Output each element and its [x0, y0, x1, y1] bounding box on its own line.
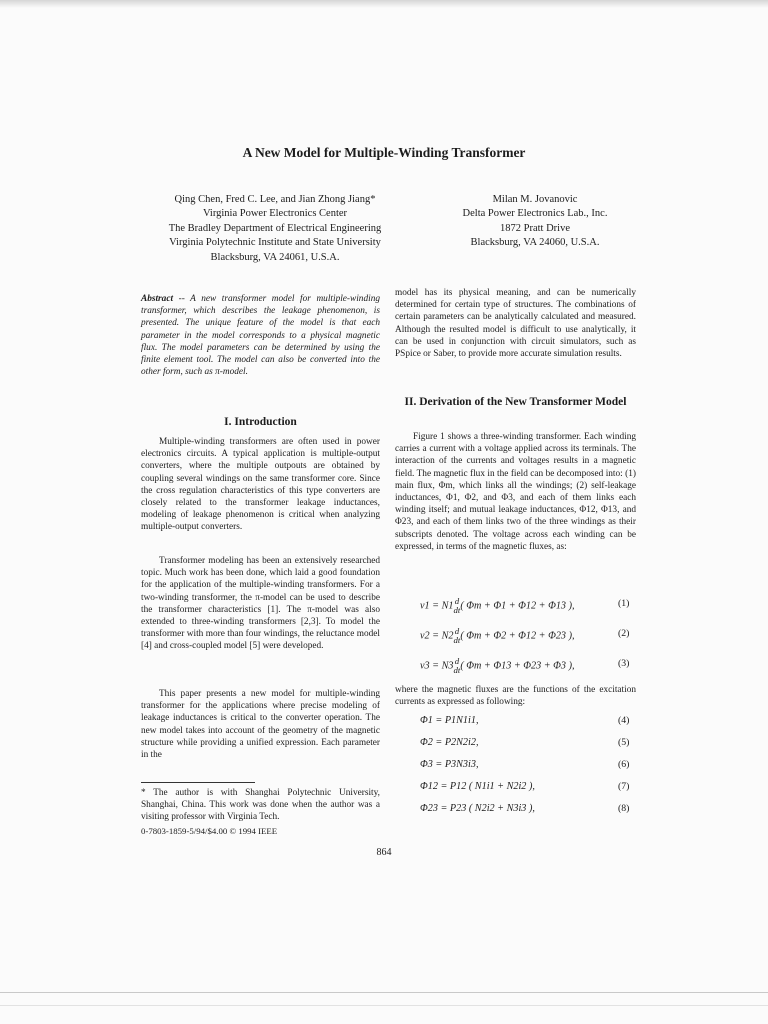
footnote-rule	[141, 782, 255, 783]
equation-8: Φ23 = P23 ( N2i2 + N3i3 ),	[420, 803, 535, 814]
section-heading-derivation: II. Derivation of the New Transformer Model	[404, 396, 627, 408]
abstract-continuation	[395, 287, 636, 360]
equation-5: Φ2 = P2N2i2,	[420, 737, 479, 748]
scan-edge-line	[0, 1005, 768, 1006]
equation-number: (7)	[618, 781, 630, 792]
author-line: Virginia Polytechnic Institute and State University	[169, 237, 381, 249]
derivative-fraction: d dt	[453, 656, 461, 675]
footnote-text: * The author is with Shanghai Polytechnic University, Shanghai, China. This work was done when the author was a visiting professor with Virginia Tech.	[141, 788, 380, 823]
page-number: 864	[376, 847, 392, 858]
abstract	[141, 293, 380, 378]
section-heading-introduction: I. Introduction	[224, 416, 297, 428]
author-block-right	[420, 193, 650, 251]
intro-paragraph-2	[141, 555, 380, 653]
equation-number: (5)	[618, 737, 630, 748]
author-line: The Bradley Department of Electrical Engineering	[168, 222, 382, 234]
intro-paragraph-3	[141, 688, 380, 761]
author-block-left	[130, 193, 420, 265]
author-line: Qing Chen, Fred C. Lee, and Jian Zhong Jiang*	[174, 194, 376, 205]
equation-1: v1 = N1 d dt ( Φm + Φ1 + Φ12 + Φ13 ),	[420, 596, 575, 615]
abstract-label: Abstract	[141, 294, 174, 304]
equation-2: v2 = N2 d dt ( Φm + Φ2 + Φ12 + Φ23 ),	[420, 626, 575, 645]
equation-7: Φ12 = P12 ( N1i1 + N2i2 ),	[420, 781, 535, 792]
equation-number: (3)	[618, 658, 630, 669]
paragraph-text: model has its physical meaning, and can be numerically determined for certain type of structures. The combinations of certain parameters can be analytically calculated and measured. Although the resulted model is difficult to use analytically, it can be used in conjunction with circuit simulators, such as PSpice or Saber, to provide more accurate simulation results.	[395, 288, 636, 360]
author-line: 1872 Pratt Drive	[500, 222, 570, 234]
scan-shadow-top	[0, 0, 768, 8]
paper-title: A New Model for Multiple-Winding Transformer	[242, 145, 526, 160]
equation-number: (8)	[618, 803, 630, 814]
scan-edge-line	[0, 992, 768, 993]
equation-number: (2)	[618, 628, 630, 639]
derivative-fraction: d dt	[453, 626, 461, 645]
equation-number: (4)	[618, 715, 630, 726]
derivative-fraction: d dt	[453, 596, 461, 615]
paragraph-text: where the magnetic fluxes are the functions of the excitation currents as expressed as following:	[395, 685, 636, 708]
abstract-text: -- A new transformer model for multiple-winding transformer, which describes the leakage phenomenon, is presented. The unique feature of the model is that each parameter in the model corresponds to a physical magnetic flux. The model parameters can be determined by using the finite element tool. The model can also be converted into the other form, such as π-model.	[141, 294, 380, 378]
author-line: Virginia Power Electronics Center	[202, 208, 348, 220]
footnote	[141, 787, 380, 824]
author-line: Delta Power Electronics Lab., Inc.	[462, 208, 608, 220]
paragraph-text: Figure 1 shows a three-winding transformer. Each winding carries a current with a voltage applied across its terminals. The interaction of the currents and voltages results in a magnetic field. The magnetic flux in the field can be decomposed into: (1) main flux, Φm, which links all the windings; (2) self-leakage inductances, Φ1, Φ2, and Φ3, and each of them links each winding itself; and mutual leakage inductances, Φ12, Φ13, and Φ23, and each of them links two of the three windings as their subscripts denoted. The voltage across each winding can be expressed, in terms of the magnetic fluxes, as:	[395, 432, 636, 552]
equation-3: v3 = N3 d dt ( Φm + Φ13 + Φ23 + Φ3 ),	[420, 656, 575, 675]
equation-number: (1)	[618, 598, 630, 609]
paragraph-text: This paper presents a new model for multiple-winding transformer for the applications where precise modeling of leakage inductances is critical to the converter operation. The new model takes into account of the geometry of the magnetic structure while providing a unified expression. Each parameter in the	[141, 689, 380, 761]
equation-4: Φ1 = P1N1i1,	[420, 715, 479, 726]
intro-paragraph-1	[141, 436, 380, 534]
copyright-code: 0-7803-1859-5/94/$4.00 © 1994 IEEE	[141, 826, 278, 836]
paragraph-text: Transformer modeling has been an extensively researched topic. Much work has been done, which laid a good foundation for the application of the multiple-winding transformers. For a two-winding transformer, the π-model can be used to describe the transformer characteristics [1]. The π-model was also extended to three-winding transformers [2,3]. To model the transformer with more than four windings, the reluctance model [4] and cross-coupled model [5] were developed.	[141, 556, 380, 652]
derivation-paragraph	[395, 431, 636, 553]
author-line: Blacksburg, VA 24060, U.S.A.	[470, 237, 600, 249]
author-line: Milan M. Jovanovic	[492, 194, 578, 205]
author-line: Blacksburg, VA 24061, U.S.A.	[210, 251, 340, 263]
equation-6: Φ3 = P3N3i3,	[420, 759, 479, 770]
paragraph-text: Multiple-winding transformers are often used in power electronics circuits. A typical application is multiple-output converters, where the multiple outpouts are obtained by coupling several windings on the same transformer core. Since the cross regulation characteristics of this type converters are closely related to the transformer leakage inductances, modeling of leakage phenomenon is critical when analyzing multiple-output converters.	[141, 437, 380, 533]
flux-intro-paragraph	[395, 684, 636, 708]
equation-number: (6)	[618, 759, 630, 770]
